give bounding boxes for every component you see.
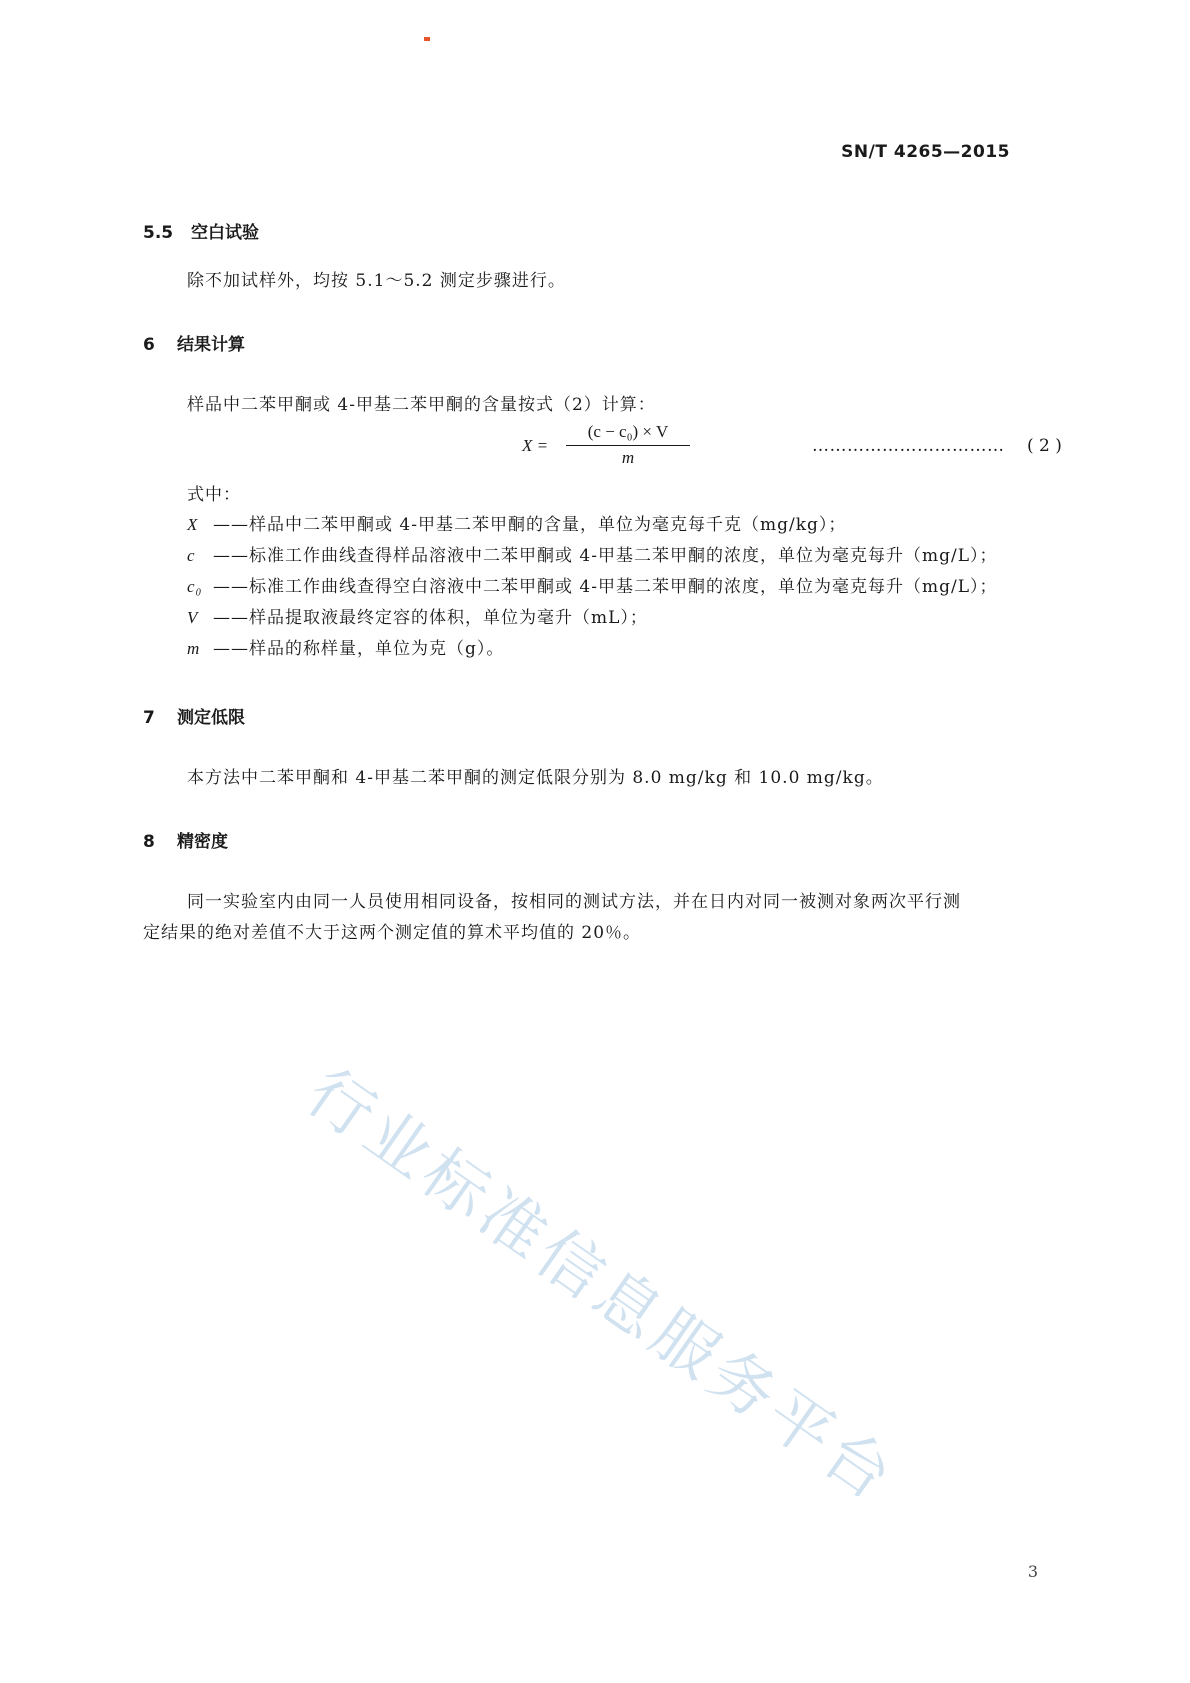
formula-intro: 样品中二苯甲酮或 4-甲基二苯甲酮的含量按式（2）计算： [187, 395, 656, 415]
where-label: 式中： [187, 485, 241, 505]
section-number: 5.5 [143, 223, 174, 243]
section-title: 空白试验 [191, 223, 259, 243]
section-7-text: 本方法中二苯甲酮和 4-甲基二苯甲酮的测定低限分别为 8.0 mg/kg 和 10.0 mg/kg。 [187, 768, 884, 788]
section-8-line-1: 同一实验室内由同一人员使用相同设备，按相同的测试方法，并在日内对同一被测对象两次平行测 [187, 892, 961, 912]
formula-fraction [566, 422, 690, 468]
section-8-line-2: 定结果的绝对差值不大于这两个测定值的算术平均值的 20％。 [143, 923, 642, 943]
definition-text: ——样品提取液最终定容的体积，单位为毫升（mL）； [213, 608, 648, 628]
definition-text: ——样品中二苯甲酮或 4-甲基二苯甲酮的含量，单位为毫克每千克（mg/kg）； [213, 515, 847, 535]
section-number: 7 [143, 708, 155, 728]
section-7-heading [143, 703, 245, 728]
definition-text: ——样品的称样量，单位为克（g）。 [213, 639, 505, 659]
section-6-heading [143, 330, 245, 355]
page-number: 3 [1027, 1562, 1038, 1581]
section-title: 精密度 [177, 832, 228, 852]
section-5-5-heading [143, 218, 259, 243]
section-title: 测定低限 [177, 708, 245, 728]
definition-line [187, 541, 997, 566]
section-number: 8 [143, 832, 155, 852]
section-title: 结果计算 [177, 335, 245, 355]
formula-leader-dots: …………………………… [812, 436, 1005, 456]
formula-lhs: X = [522, 436, 549, 455]
symbol: X [187, 515, 199, 534]
symbol: m [187, 639, 201, 658]
definition-text: ——标准工作曲线查得空白溶液中二苯甲酮或 4-甲基二苯甲酮的浓度，单位为毫克每升（mg/L）； [213, 577, 998, 597]
definition-line [187, 634, 504, 659]
definition-line [187, 603, 648, 628]
symbol: c [187, 546, 196, 565]
section-number: 6 [143, 335, 155, 355]
section-5-5-text: 除不加试样外，均按 5.1～5.2 测定步骤进行。 [187, 271, 566, 291]
standard-number: SN/T 4265—2015 [841, 142, 1010, 162]
watermark: 行业标准信息服务平台 [293, 1055, 910, 1518]
definition-text: ——标准工作曲线查得样品溶液中二苯甲酮或 4-甲基二苯甲酮的浓度，单位为毫克每升（mg/L）； [213, 546, 998, 566]
definition-line [187, 572, 997, 597]
accent-mark [424, 37, 430, 41]
equation-number: ( 2 ) [1027, 436, 1062, 456]
formula-denominator: m [621, 448, 635, 467]
symbol: V [187, 608, 199, 627]
section-8-heading [143, 827, 228, 852]
definition-line [187, 510, 846, 535]
symbol: c₀ [187, 577, 203, 596]
formula-numerator: (c − c₀) × V [566, 422, 690, 446]
